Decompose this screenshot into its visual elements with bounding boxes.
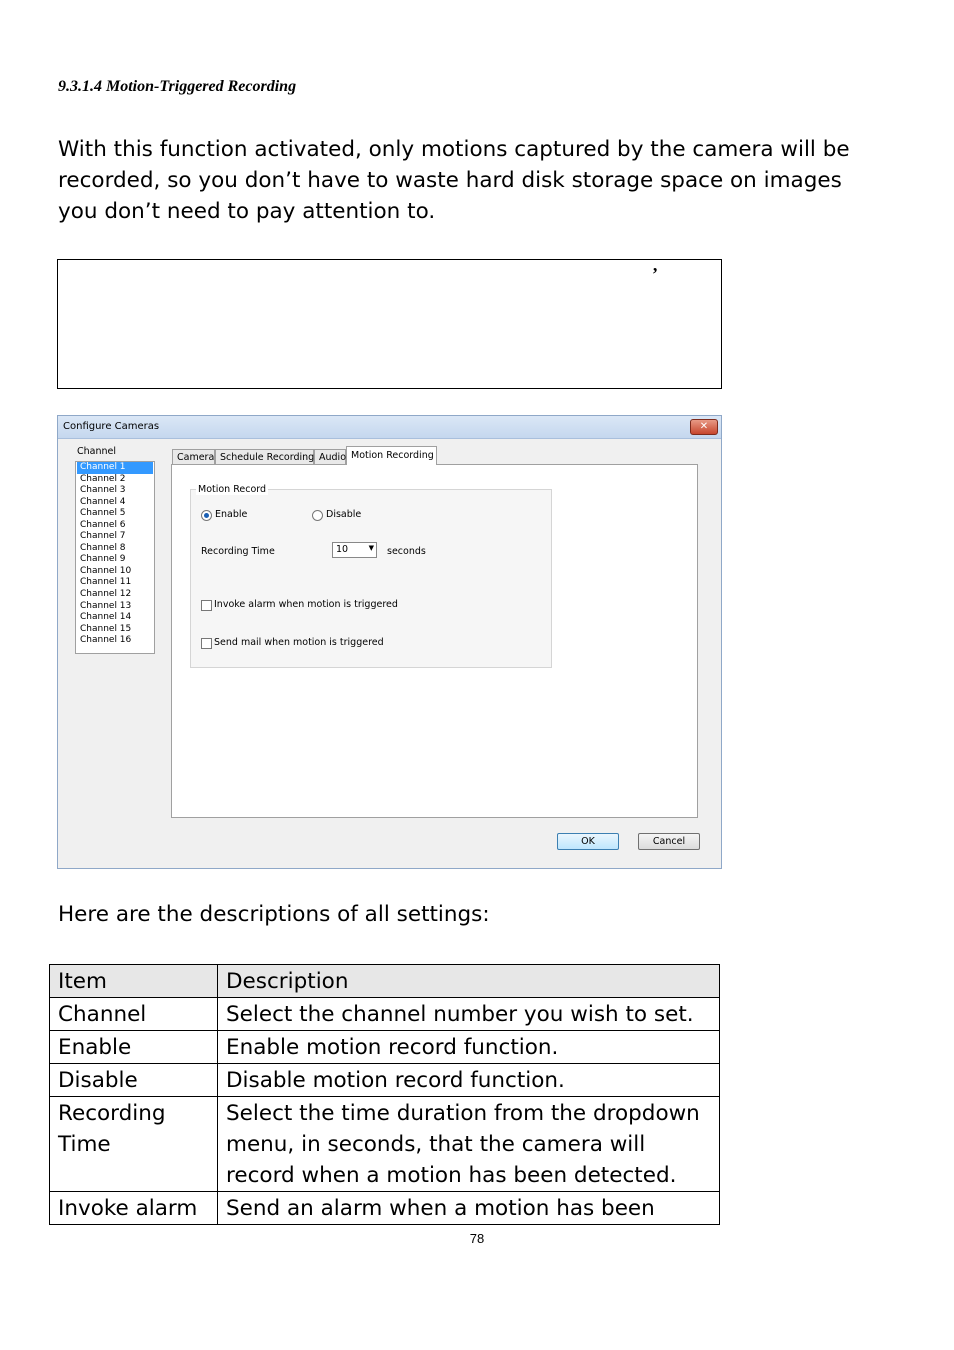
channel-list-item[interactable]: Channel 3 (80, 485, 126, 496)
table-row (50, 1064, 720, 1097)
section-heading: 9.3.1.4 Motion-Triggered Recording (58, 78, 297, 95)
table-row (50, 998, 720, 1031)
tab-motion-recording[interactable]: Motion Recording (346, 446, 437, 465)
table-row (50, 1097, 720, 1192)
invoke-alarm-label: Invoke alarm when motion is triggered (214, 599, 398, 610)
table-header-item: Item (50, 965, 218, 998)
channel-list-item[interactable]: Channel 8 (80, 542, 126, 553)
table-cell-description: Select the channel number you wish to set. (218, 998, 720, 1031)
channel-list-item[interactable]: Channel 1 (77, 462, 153, 474)
channel-list-item[interactable]: Channel 11 (80, 577, 132, 588)
ok-button[interactable]: OK (557, 833, 619, 850)
enable-radio[interactable] (201, 510, 212, 521)
page-number: 78 (469, 1231, 485, 1246)
settings-table (49, 964, 720, 1225)
send-mail-checkbox[interactable] (201, 638, 212, 649)
disable-radio[interactable] (312, 510, 323, 521)
channel-list-item[interactable]: Channel 6 (80, 519, 126, 530)
channel-list-item[interactable]: Channel 13 (80, 600, 132, 611)
channel-list-item[interactable]: Channel 15 (80, 623, 132, 634)
motion-recording-panel (171, 464, 698, 818)
channel-list-item[interactable]: Channel 5 (80, 508, 126, 519)
table-cell-description: Select the time duration from the dropdown menu, in seconds, that the camera will record when a motion has been detected. (218, 1097, 720, 1192)
channel-list[interactable] (75, 461, 155, 654)
dialog-titlebar (58, 416, 721, 439)
tab-schedule-recording[interactable]: Schedule Recording (215, 449, 314, 464)
table-row (50, 1192, 720, 1225)
note-box (57, 259, 722, 389)
channel-list-item[interactable]: Channel 7 (80, 531, 126, 542)
motion-record-group (190, 484, 552, 668)
recording-time-unit: seconds (387, 546, 426, 557)
table-cell-item: Recording Time (50, 1097, 218, 1192)
channel-list-item[interactable]: Channel 9 (80, 554, 126, 565)
disable-label: Disable (326, 509, 362, 520)
channel-list-item[interactable]: Channel 10 (80, 565, 132, 576)
table-header-row (50, 965, 720, 998)
note-box-mark: ’ (652, 264, 658, 284)
descriptions-intro: Here are the descriptions of all settings: (58, 902, 490, 927)
channel-list-item[interactable]: Channel 14 (80, 612, 132, 623)
table-cell-item: Invoke alarm (50, 1192, 218, 1225)
tab-camera[interactable]: Camera (172, 449, 215, 464)
configure-cameras-dialog (57, 415, 722, 869)
send-mail-label: Send mail when motion is triggered (214, 637, 384, 648)
close-icon[interactable]: ✕ (690, 419, 718, 435)
channel-list-item[interactable]: Channel 16 (80, 635, 132, 646)
table-cell-item: Disable (50, 1064, 218, 1097)
table-row (50, 1031, 720, 1064)
recording-time-select[interactable] (332, 542, 377, 558)
channel-label: Channel (77, 446, 117, 457)
table-cell-item: Channel (50, 998, 218, 1031)
channel-list-item[interactable]: Channel 2 (80, 473, 126, 484)
table-cell-item: Enable (50, 1031, 218, 1064)
recording-time-value: 10 (336, 544, 349, 555)
motion-record-group-title: Motion Record (198, 484, 267, 495)
invoke-alarm-checkbox[interactable] (201, 600, 212, 611)
table-header-description: Description (218, 965, 720, 998)
table-cell-description: Enable motion record function. (218, 1031, 720, 1064)
chevron-down-icon: ▼ (368, 544, 374, 552)
table-cell-description: Disable motion record function. (218, 1064, 720, 1097)
table-cell-description: Send an alarm when a motion has been (218, 1192, 720, 1225)
cancel-button[interactable]: Cancel (638, 833, 700, 850)
intro-paragraph: With this function activated, only motions captured by the camera will be recorded, so you don’t have to waste hard disk storage space on images you don’t need to pay attention to. (58, 137, 850, 224)
channel-list-item[interactable]: Channel 12 (80, 589, 132, 600)
channel-list-item[interactable]: Channel 4 (80, 496, 126, 507)
recording-time-label: Recording Time (201, 546, 275, 557)
dialog-title: Configure Cameras (63, 421, 160, 432)
enable-label: Enable (215, 509, 248, 520)
tab-audio[interactable]: Audio (314, 449, 346, 464)
